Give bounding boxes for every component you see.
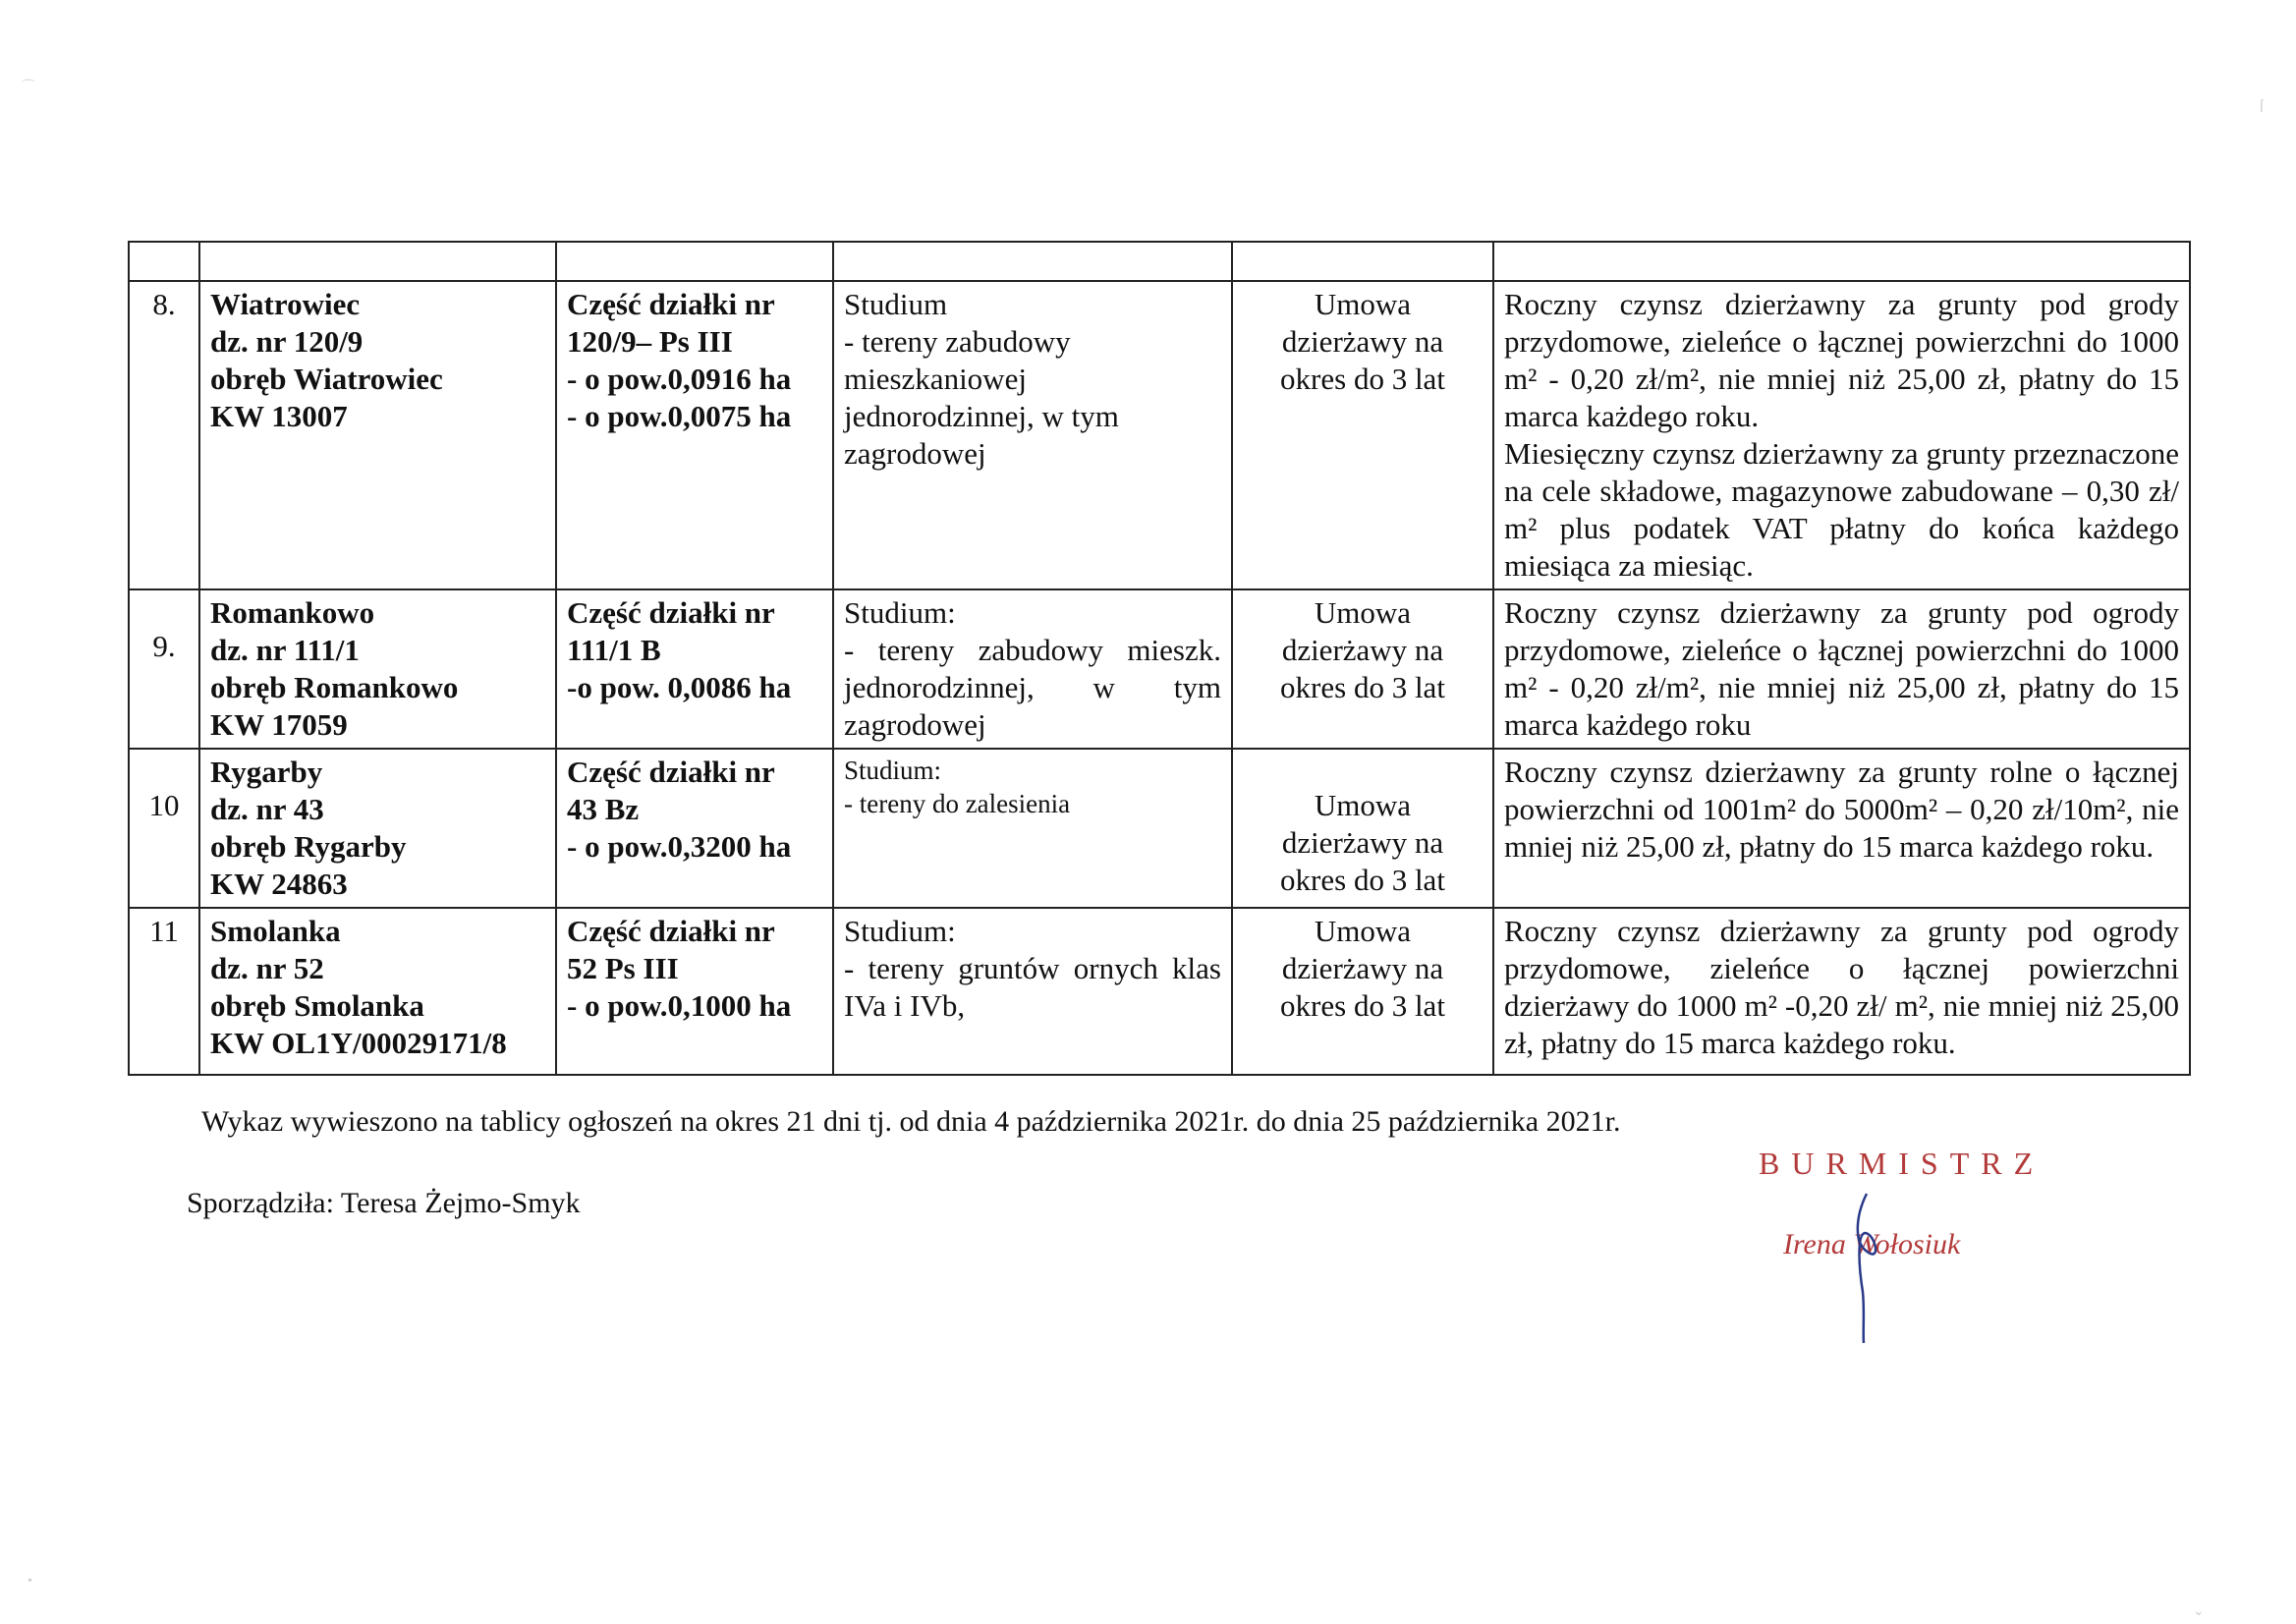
form-line: dzierżawy na — [1281, 951, 1444, 985]
study-cell — [833, 281, 1232, 589]
form-line: okres do 3 lat — [1280, 863, 1445, 897]
rent-cell — [1493, 908, 2190, 1075]
row-number-text: 11 — [149, 914, 179, 948]
form-cell — [1232, 749, 1493, 908]
scan-mark: • — [28, 1574, 32, 1589]
location-line: KW 24863 — [210, 867, 348, 901]
rent-cell — [1493, 281, 2190, 589]
form-line: Umowa — [1314, 287, 1412, 321]
study-description: - tereny zabudowy mieszkaniowej jednorodzinnej, w tym zagrodowej — [844, 324, 1119, 471]
header-cell — [1232, 242, 1493, 281]
scan-mark: ⌒ — [22, 81, 35, 95]
study-description: - tereny do zalesienia — [844, 789, 1071, 818]
location-line: dz. nr 120/9 — [210, 324, 364, 359]
plot-cell — [556, 908, 833, 1075]
form-cell — [1232, 589, 1493, 749]
form-line: okres do 3 lat — [1280, 362, 1445, 396]
scan-mark: ⌈ — [2260, 99, 2266, 114]
plot-line: Część działki nr — [567, 914, 775, 948]
location-line: KW OL1Y/00029171/8 — [210, 1026, 507, 1060]
header-cell — [556, 242, 833, 281]
row-number — [129, 281, 199, 589]
plot-line: 120/9– Ps III — [567, 324, 733, 359]
form-cell — [1232, 908, 1493, 1075]
location-line: Romankowo — [210, 595, 375, 630]
mayor-stamp-name: Irena Wołosiuk — [1783, 1228, 1961, 1260]
plot-cell — [556, 749, 833, 908]
study-description: - tereny zabudowy mieszk. jednorodzinnej, w tym zagrodowej — [844, 633, 1221, 742]
study-cell — [833, 589, 1232, 749]
table-row — [129, 908, 2190, 1075]
table-row — [129, 281, 2190, 589]
plot-cell — [556, 589, 833, 749]
plot-line: - o pow.0,0916 ha — [567, 362, 792, 396]
study-cell — [833, 908, 1232, 1075]
form-line: Umowa — [1314, 595, 1412, 630]
row-number — [129, 908, 199, 1075]
location-line: KW 17059 — [210, 707, 348, 742]
location-cell — [199, 749, 556, 908]
signature-mark — [1827, 1174, 1906, 1351]
form-line: Umowa — [1314, 914, 1412, 948]
row-number-text: 8. — [152, 287, 176, 321]
plot-line: 43 Bz — [567, 792, 640, 826]
table-row — [129, 749, 2190, 908]
plot-line: 111/1 B — [567, 633, 661, 667]
form-line: dzierżawy na — [1281, 633, 1444, 667]
header-cell — [833, 242, 1232, 281]
location-line: dz. nr 111/1 — [210, 633, 360, 667]
rent-paragraph: Roczny czynsz dzierżawny za grunty pod grody przydomowe, zieleńce o łącznej powierzchni do 1000 m² - 0,20 zł/m², nie mniej niż 25,00 zł, płatny do 15 marca każdego roku. — [1504, 287, 2179, 433]
location-line: obręb Smolanka — [210, 988, 424, 1023]
plot-line: 52 Ps III — [567, 951, 679, 985]
rent-cell — [1493, 589, 2190, 749]
location-cell — [199, 589, 556, 749]
study-cell — [833, 749, 1232, 908]
location-line: dz. nr 52 — [210, 951, 324, 985]
location-line: obręb Wiatrowiec — [210, 362, 443, 396]
form-line: okres do 3 lat — [1280, 670, 1445, 704]
scan-mark: ⌄ — [2193, 1604, 2205, 1619]
location-line: Wiatrowiec — [210, 287, 361, 321]
rent-paragraph: Miesięczny czynsz dzierżawny za grunty przeznaczone na cele składowe, magazynowe zabudowane – 0,30 zł/ m² plus podatek VAT płatny do końca każdego miesiąca za miesiąc. — [1504, 436, 2179, 583]
table-row — [129, 589, 2190, 749]
rent-paragraph: Roczny czynsz dzierżawny za grunty rolne o łącznej powierzchni od 1001m² do 5000m² – 0,20 zł/10m², nie mniej niż 25,00 zł, płatny do 15 marca każdego roku. — [1504, 755, 2179, 864]
form-line: okres do 3 lat — [1280, 988, 1445, 1023]
table-header-row — [129, 242, 2190, 281]
study-title: Studium: — [844, 756, 942, 785]
header-cell — [1493, 242, 2190, 281]
form-line: dzierżawy na — [1281, 324, 1444, 359]
row-number-text: 10 — [148, 788, 180, 822]
row-number-text: 9. — [152, 629, 176, 663]
mayor-stamp-title: BURMISTRZ — [1759, 1146, 2045, 1181]
form-cell — [1232, 281, 1493, 589]
location-line: KW 13007 — [210, 399, 348, 433]
row-number — [129, 589, 199, 749]
study-title: Studium: — [844, 595, 956, 630]
study-title: Studium — [844, 287, 948, 321]
prepared-by: Sporządziła: Teresa Żejmo-Smyk — [187, 1187, 581, 1219]
rent-paragraph: Roczny czynsz dzierżawny za grunty pod ogrody przydomowe, zieleńce o łącznej powierzchni dzierżawy do 1000 m² -0,20 zł/ m², nie mniej niż 25,00 zł, płatny do 15 marca każdego roku. — [1504, 914, 2179, 1060]
rent-paragraph: Roczny czynsz dzierżawny za grunty pod ogrody przydomowe, zieleńce o łącznej powierzchni do 1000 m² - 0,20 zł/m², nie mniej niż 25,00 zł, płatny do 15 marca każdego roku — [1504, 595, 2179, 742]
plot-line: Część działki nr — [567, 595, 775, 630]
header-cell — [199, 242, 556, 281]
location-line: dz. nr 43 — [210, 792, 324, 826]
row-number — [129, 749, 199, 908]
location-line: obręb Rygarby — [210, 829, 407, 864]
posting-note: Wykaz wywieszono na tablicy ogłoszeń na okres 21 dni tj. od dnia 4 października 2021r. do dnia 25 października 2021r. — [201, 1105, 1621, 1138]
plot-line: - o pow.0,0075 ha — [567, 399, 792, 433]
plot-cell — [556, 281, 833, 589]
location-cell — [199, 908, 556, 1075]
form-line: Umowa — [1314, 788, 1412, 822]
study-description: - tereny gruntów ornych klas IVa i IVb, — [844, 951, 1221, 1023]
plot-line: - o pow.0,3200 ha — [567, 829, 792, 864]
form-line: dzierżawy na — [1281, 825, 1444, 860]
location-line: Rygarby — [210, 755, 323, 789]
lease-list-table — [128, 241, 2191, 1076]
plot-line: Część działki nr — [567, 755, 775, 789]
location-line: obręb Romankowo — [210, 670, 459, 704]
location-cell — [199, 281, 556, 589]
location-line: Smolanka — [210, 914, 341, 948]
header-cell — [129, 242, 199, 281]
plot-line: Część działki nr — [567, 287, 775, 321]
plot-line: - o pow.0,1000 ha — [567, 988, 792, 1023]
rent-cell — [1493, 749, 2190, 908]
plot-line: -o pow. 0,0086 ha — [567, 670, 792, 704]
study-title: Studium: — [844, 914, 956, 948]
